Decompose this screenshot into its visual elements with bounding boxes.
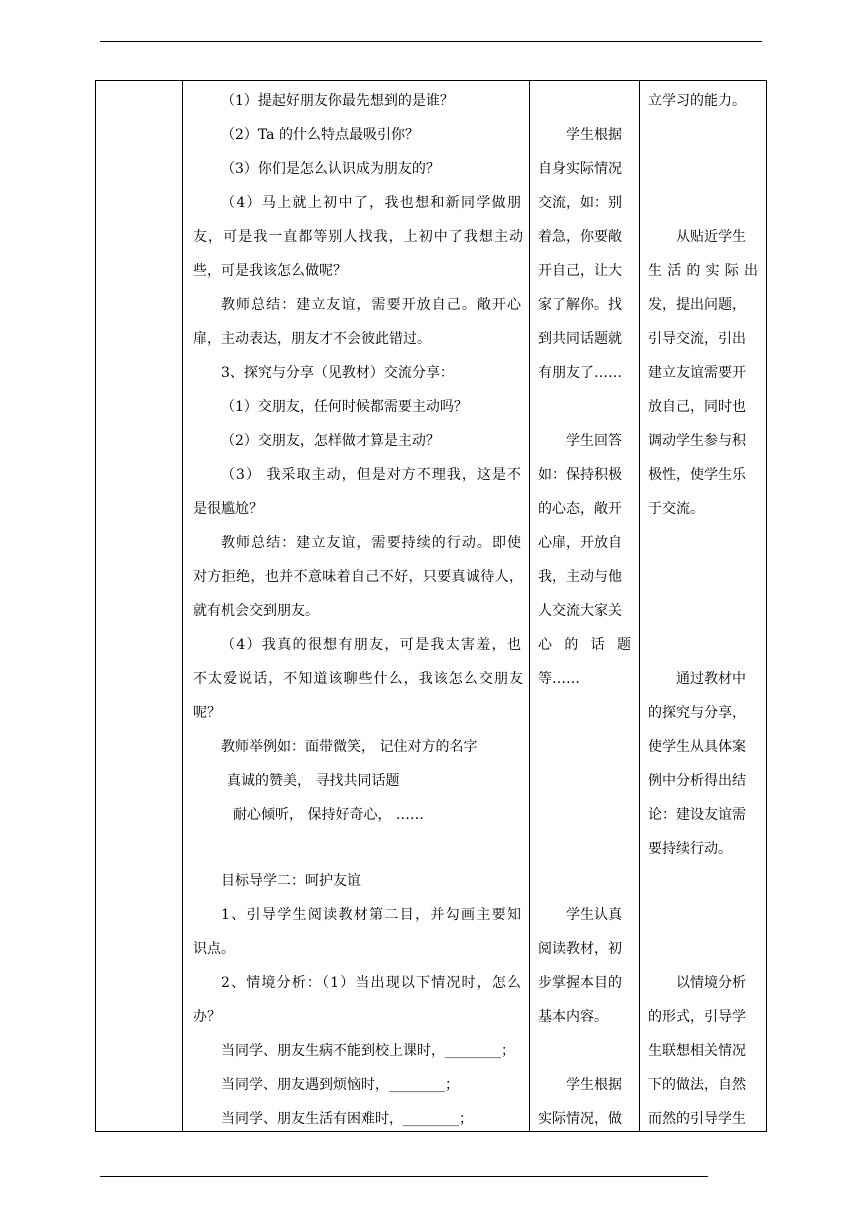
text-line: 有朋友了…… xyxy=(538,365,622,381)
text-line: 步掌握本目的 xyxy=(538,975,622,991)
text-line: 下的做法，自然 xyxy=(648,1077,746,1093)
text-line: （2）Ta 的什么特点最吸引你？ xyxy=(221,127,419,143)
text-line: 3、探究与分享（见教材）交流分享： xyxy=(221,365,454,381)
text-line: 学生根据 xyxy=(566,127,622,143)
text-line: （1）提起好朋友你最先想到的是谁？ xyxy=(221,93,454,109)
text-line: 目标导学二：呵护友谊 xyxy=(221,873,361,889)
text-line: 友，可是我一直都等别人找我，上初中了我想主动 xyxy=(193,229,523,245)
text-line: 论：建设友谊需 xyxy=(648,807,746,823)
text-line: 学生回答 xyxy=(566,433,622,449)
text-line: 立学习的能力。 xyxy=(648,93,746,109)
text-line: （3） 我采取主动，但是对方不理我，这是不 xyxy=(221,467,521,483)
text-line: 着急，你要敞 xyxy=(538,229,622,245)
text-line: 交流，如：别 xyxy=(538,195,622,211)
text-line: 办？ xyxy=(193,1009,221,1025)
text-line: 心 的 话 题 xyxy=(538,637,631,653)
text-line: （2）交朋友，怎样做才算是主动？ xyxy=(221,433,440,449)
text-line: 到共同话题就 xyxy=(538,331,622,347)
text-line: 些，可是我该怎么做呢？ xyxy=(193,263,347,279)
text-line: 如：保持积极 xyxy=(538,467,622,483)
text-line: 扉，主动表达，朋友才不会彼此错过。 xyxy=(193,331,431,347)
student-activity-column xyxy=(530,81,639,1131)
text-line: 教师举例如：面带微笑， 记住对方的名字 xyxy=(221,739,478,755)
empty-column xyxy=(96,81,182,1131)
text-line: 开自己，让大 xyxy=(538,263,622,279)
text-line: 使学生从具体案 xyxy=(648,739,746,755)
text-line: 的心态，敞开 xyxy=(538,501,622,517)
text-line: 自身实际情况 xyxy=(538,161,622,177)
text-line: 生联想相关情况 xyxy=(648,1043,746,1059)
text-line: （1）交朋友，任何时候都需要主动吗？ xyxy=(221,399,468,415)
text-line: 教师总结：建立友谊，需要开放自己。敞开心 xyxy=(221,297,521,313)
text-line: 当同学、朋友生病不能到校上课时，________； xyxy=(221,1043,515,1059)
text-line: 而然的引导学生 xyxy=(648,1111,746,1127)
text-line: 不太爱说话，不知道该聊些什么，我该怎么交朋友 xyxy=(193,671,523,687)
text-line: 建立友谊需要开 xyxy=(648,365,746,381)
text-line: 呢？ xyxy=(193,705,221,721)
footer-rule xyxy=(100,1176,708,1177)
text-line: 引导交流，引出 xyxy=(648,331,746,347)
text-line: 的探究与分享， xyxy=(648,705,746,721)
header-rule xyxy=(100,41,762,42)
text-line: 通过教材中 xyxy=(676,671,746,687)
text-line: 对方拒绝，也并不意味着自己不好，只要真诚待人， xyxy=(193,569,523,585)
text-line: 人交流大家关 xyxy=(538,603,622,619)
text-line: 生 活 的 实 际 出 xyxy=(648,263,758,279)
text-line: 识点。 xyxy=(193,941,235,957)
lesson-table xyxy=(95,80,767,1132)
text-line: 从贴近学生 xyxy=(676,229,746,245)
text-line: 教师总结：建立友谊，需要持续的行动。即使 xyxy=(221,535,521,551)
text-line: （3）你们是怎么认识成为朋友的？ xyxy=(221,161,440,177)
text-line: 学生认真 xyxy=(566,907,622,923)
text-line: 家了解你。找 xyxy=(538,297,622,313)
text-line: 我，主动与他 xyxy=(538,569,622,585)
text-line: 2、情境分析：（1）当出现以下情况时，怎么 xyxy=(221,975,521,991)
text-line: 以情境分析 xyxy=(676,975,746,991)
text-line: 就有机会交到朋友。 xyxy=(193,603,319,619)
teaching-activity-column xyxy=(183,81,529,1131)
text-line: （4）马上就上初中了，我也想和新同学做朋 xyxy=(221,195,521,211)
text-line: 1、引导学生阅读教材第二目，并勾画主要知 xyxy=(221,907,521,923)
text-line: 发，提出问题， xyxy=(648,297,746,313)
text-line: 阅读教材，初 xyxy=(538,941,622,957)
text-line: 心扉，开放自 xyxy=(538,535,622,551)
design-intent-column xyxy=(640,81,766,1131)
text-line: 例中分析得出结 xyxy=(648,773,746,789)
text-line: 放自己，同时也 xyxy=(648,399,746,415)
text-line: 极性，使学生乐 xyxy=(648,467,746,483)
text-line: 当同学、朋友遇到烦恼时，________； xyxy=(221,1077,459,1093)
text-line: 基本内容。 xyxy=(538,1009,608,1025)
text-line: 耐心倾听， 保持好奇心， …… xyxy=(233,807,424,823)
text-line: 是很尴尬？ xyxy=(193,501,263,517)
text-line: 学生根据 xyxy=(566,1077,622,1093)
text-line: 的形式，引导学 xyxy=(648,1009,746,1025)
text-line: 要持续行动。 xyxy=(648,841,732,857)
text-line: 等…… xyxy=(538,671,580,687)
text-line: 当同学、朋友生活有困难时，________； xyxy=(221,1111,473,1127)
text-line: （4）我真的很想有朋友，可是我太害羞，也 xyxy=(221,637,521,653)
text-line: 于交流。 xyxy=(648,501,704,517)
text-line: 调动学生参与积 xyxy=(648,433,746,449)
text-line: 实际情况，做 xyxy=(538,1111,622,1127)
text-line: 真诚的赞美， 寻找共同话题 xyxy=(227,773,400,789)
